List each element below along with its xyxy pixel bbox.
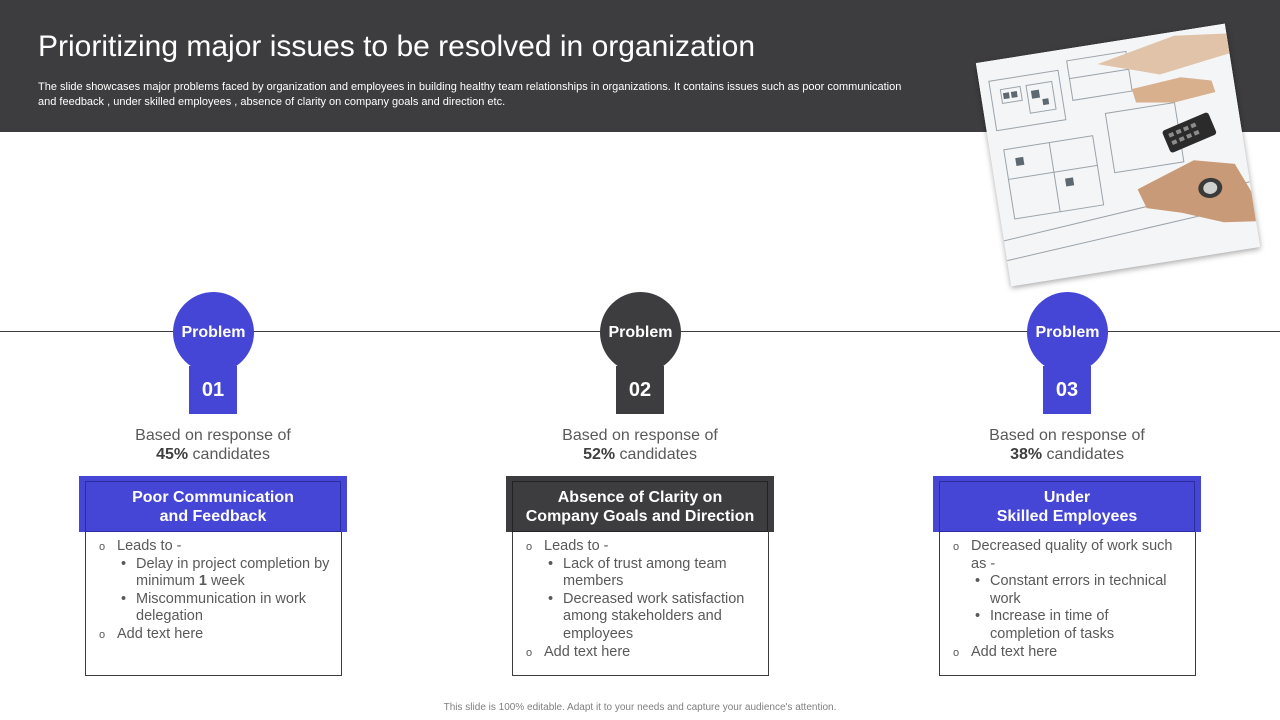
dot-bullet-icon: •	[121, 555, 127, 572]
list-item-text: Decreased quality of work such as -	[971, 538, 1173, 572]
response-stat-2	[510, 426, 770, 464]
list-item	[526, 556, 758, 591]
problem-list-2	[526, 538, 758, 661]
response-stat-3	[937, 426, 1197, 464]
problem-heading-3	[939, 481, 1195, 532]
list-item-text: Leads to -	[117, 538, 182, 554]
response-prefix-3: Based on response of	[989, 427, 1145, 444]
problem-number-2: 02	[616, 366, 664, 414]
list-item	[953, 573, 1178, 608]
list-item	[99, 626, 331, 644]
page-subtitle: The slide showcases major problems faced by organization and employees in building healthy team relationships in organizations. It contains issues such as poor communication and feedback , under skilled employees , absence of clarity on company goals and direction etc.	[38, 81, 902, 108]
dot-bullet-icon: •	[548, 590, 554, 607]
problem-heading-band-2	[506, 476, 774, 532]
list-item	[953, 538, 1178, 573]
heading-line-2: Skilled Employees	[996, 507, 1138, 525]
response-suffix-1: candidates	[192, 446, 270, 463]
dot-bullet-icon: •	[548, 555, 554, 572]
list-item	[99, 556, 331, 591]
list-item-text: Add text here	[117, 625, 204, 642]
list-item-text: Constant errors in technical work	[990, 573, 1167, 607]
problem-circle-1: Problem	[173, 292, 254, 373]
list-item	[99, 538, 331, 556]
list-item-text: Delay in project completion by minimum	[136, 555, 330, 590]
list-item-bold: 1	[198, 573, 207, 590]
response-stat-1	[83, 426, 343, 464]
list-item-text: Leads to -	[544, 538, 609, 554]
response-percent-2: 52%	[583, 446, 616, 463]
circle-bullet-icon: o	[99, 541, 106, 553]
list-item	[953, 644, 1178, 662]
problem-list-3	[953, 538, 1178, 661]
problem-heading-1	[85, 481, 341, 532]
circle-bullet-icon: o	[526, 541, 533, 553]
dot-bullet-icon: •	[121, 590, 127, 607]
list-item	[953, 608, 1178, 643]
circle-bullet-icon: o	[526, 646, 533, 659]
heading-line-2: Company Goals and Direction	[525, 507, 755, 525]
problem-circle-2: Problem	[600, 292, 681, 373]
problem-heading-band-1	[79, 476, 347, 532]
dot-bullet-icon: •	[975, 608, 981, 625]
response-suffix-2: candidates	[619, 446, 697, 463]
problem-circle-3: Problem	[1027, 292, 1108, 373]
circle-bullet-icon: o	[953, 541, 960, 553]
heading-line-1: Under	[1043, 488, 1091, 506]
response-percent-3: 38%	[1010, 446, 1043, 463]
circle-bullet-icon: o	[953, 646, 960, 659]
dot-bullet-icon: •	[975, 573, 981, 590]
list-item-text: Miscommunication in work delegation	[136, 590, 307, 625]
problem-heading-band-3	[933, 476, 1201, 532]
problem-list-1	[99, 538, 331, 644]
problem-number-1: 01	[189, 366, 237, 414]
problem-heading-2	[512, 481, 768, 532]
list-item	[526, 538, 758, 556]
list-item-text: Lack of trust among team members	[563, 555, 727, 590]
list-item	[99, 591, 331, 626]
list-item-text: Add text here	[971, 643, 1058, 660]
response-percent-1: 45%	[156, 446, 189, 463]
response-prefix-1: Based on response of	[135, 427, 291, 444]
response-suffix-3: candidates	[1046, 446, 1124, 463]
response-prefix-2: Based on response of	[562, 427, 718, 444]
heading-line-1: Poor Communication	[132, 488, 294, 506]
page-title: Prioritizing major issues to be resolved in organization	[38, 30, 756, 63]
list-item-text: Add text here	[544, 643, 631, 660]
heading-line-1: Absence of Clarity on	[557, 488, 723, 506]
footer-note: This slide is 100% editable. Adapt it to your needs and capture your audience's attention.	[443, 702, 837, 713]
heading-line-2: and Feedback	[159, 507, 267, 525]
list-item	[526, 591, 758, 644]
list-item-text: Decreased work satisfaction among stakeholders and employees	[563, 590, 745, 642]
list-item	[526, 644, 758, 662]
circle-bullet-icon: o	[99, 628, 106, 641]
blueprint-photo	[976, 24, 1260, 287]
problem-number-3: 03	[1043, 366, 1091, 414]
list-item-text: Increase in time of completion of tasks	[990, 608, 1115, 642]
list-item-text: week	[206, 573, 245, 590]
